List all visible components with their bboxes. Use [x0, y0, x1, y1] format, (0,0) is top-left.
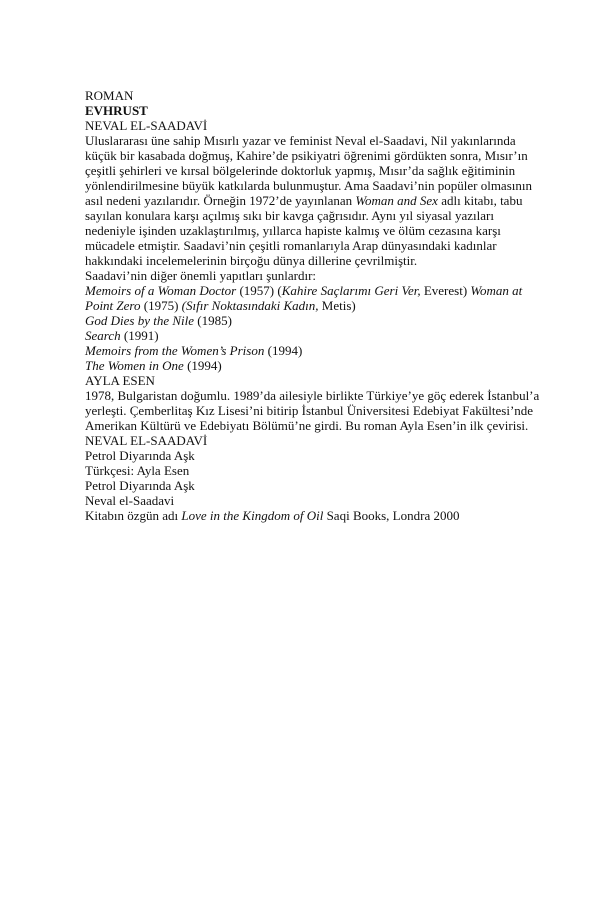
colophon-translator: Türkçesi: Ayla Esen	[85, 463, 190, 478]
works-intro: Saadavi’nin diğer önemli yapıtları şunlardır:	[85, 268, 317, 283]
work-year: (1957) (	[236, 283, 282, 298]
original-title: Love in the Kingdom of Oil	[181, 508, 324, 523]
colophon-original-title	[85, 508, 545, 523]
colophon-author: NEVAL EL-SAADAVİ	[85, 433, 208, 448]
series-label: ROMAN	[85, 88, 134, 103]
work-year-2: (1975)	[140, 298, 182, 313]
work-title: God Dies by the Nile	[85, 313, 195, 328]
author-heading: NEVAL EL-SAADAVİ	[85, 118, 208, 133]
work-title: Memoirs from the Women’s Prison	[85, 343, 265, 358]
work-year: (1991)	[120, 328, 159, 343]
document-page	[85, 88, 545, 523]
original-title-prefix: Kitabın özgün adı	[85, 508, 182, 523]
work-translated-title: Kahire Saçlarımı Geri Ver,	[281, 283, 421, 298]
work-title-2: Woman at Point Zero	[85, 283, 523, 313]
author-bio-text-2: adlı kitabı, tabu sayılan konulara karşı açılmış sıkı bir kavga çağrısıdır. Aynı yıl siyasal yazıları nedeniyle işinden uzaklaştırılmış, yıllarca hapiste kalmış ve ölüm cezasına karşı mücadele etmiştir. Saadavi’nin çeşitli romanlarıyla Arap dünyasındaki kadınlar hakkındaki incelemelerinin birçoğu dünya dillerine çevrilmiştir.	[85, 193, 523, 268]
works-item	[85, 358, 545, 373]
works-item	[85, 283, 545, 313]
translator-heading: AYLA ESEN	[85, 373, 155, 388]
works-item	[85, 343, 545, 358]
work-translated-title-2: (Sıfır Noktasındaki Kadın,	[181, 298, 319, 313]
works-item	[85, 313, 545, 328]
colophon-author-2: Neval el-Saadavi	[85, 493, 175, 508]
work-title: The Women in One	[85, 358, 184, 373]
author-bio-text: Uluslararası üne sahip Mısırlı yazar ve feminist Neval el-Saadavi, Nil yakınlarında küçük bir kasabada doğmuş, Kahire’de psikiyatri öğrenimi gördükten sonra, Mısır’ın çeşitli şehirleri ve kırsal bölgelerinde doktorluk yapmış, Mısır’da sağlık eğitiminin yönlendirilmesine büyük katkılarda bulunmuştur. Ama Saadavi’nin popüler olmasının asıl nedeni yazılarıdır. Örneğin 1972’de yayınlanan	[85, 133, 532, 208]
book-title: EVHRUST	[85, 103, 148, 118]
translator-bio: 1978, Bulgaristan doğumlu. 1989’da ailesiyle birlikte Türkiye’ye göç ederek İstanbul’a yerleşti. Çemberlitaş Kız Lisesi’ni bitirip İstanbul Üniversitesi Edebiyat Fakültesi’nde Amerikan Kültürü ve Edebiyatı Bölümü’ne girdi. Bu roman Ayla Esen’in ilk çevirisi.	[85, 388, 540, 433]
work-year: (1985)	[194, 313, 232, 328]
works-item	[85, 328, 545, 343]
colophon-title: Petrol Diyarında Aşk	[85, 448, 195, 463]
work-title: Search	[85, 328, 121, 343]
work-title: Memoirs of a Woman Doctor	[85, 283, 237, 298]
author-bio-book-title: Woman and Sex	[355, 193, 438, 208]
work-publisher: Everest)	[420, 283, 471, 298]
work-publisher-2: Metis)	[318, 298, 356, 313]
work-year: (1994)	[264, 343, 303, 358]
colophon-title-2: Petrol Diyarında Aşk	[85, 478, 195, 493]
work-year: (1994)	[183, 358, 222, 373]
original-title-suffix: Saqi Books, Londra 2000	[323, 508, 460, 523]
author-bio	[85, 133, 545, 268]
